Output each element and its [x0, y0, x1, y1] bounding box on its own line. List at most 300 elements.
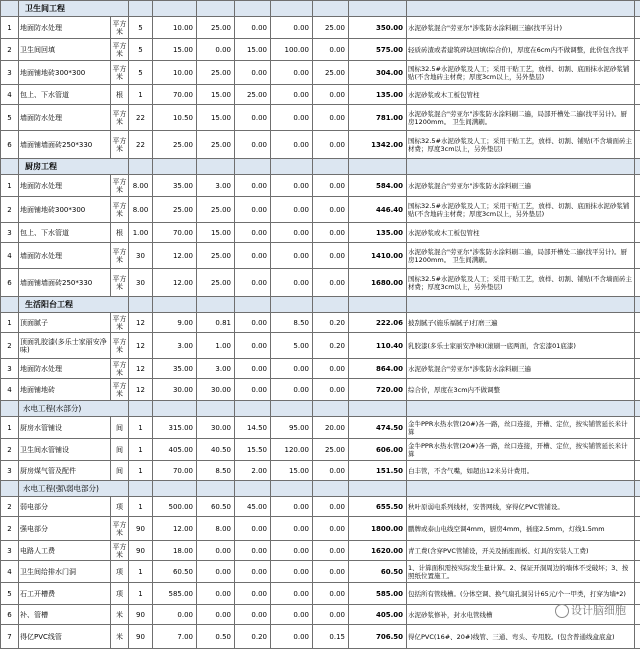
unit: 平方米 — [111, 39, 129, 61]
item-name: 顶面乳胶漆(多乐士家丽安净味) — [19, 333, 111, 359]
item-name: 地面防水处理 — [19, 359, 111, 379]
item-name: 厨房水管铺设 — [19, 417, 111, 439]
row-number: 2 — [1, 333, 19, 359]
row-number: 4 — [1, 85, 19, 105]
section-header — [1, 1, 640, 17]
table-row — [1, 85, 640, 105]
price-aux: 25.00 — [197, 243, 235, 269]
quantity: 12 — [129, 313, 153, 333]
item-name: 包上、下水管道 — [19, 85, 111, 105]
quantity: 1 — [129, 439, 153, 461]
price-aux: 15.00 — [197, 223, 235, 243]
table-row — [1, 243, 640, 269]
section-header-cell — [313, 1, 349, 17]
section-header — [1, 297, 640, 313]
price-loss: 0.00 — [235, 541, 271, 561]
row-description: 鹏牌或泰山电线空调4mm，厨房4mm，插座2.5mm，灯线1.5mm — [407, 517, 635, 541]
section-header-cell — [197, 401, 235, 417]
price-aux: 15.00 — [197, 85, 235, 105]
price-aux: 0.81 — [197, 313, 235, 333]
price-other: 0.00 — [313, 379, 349, 401]
row-description: 国标32.5#水泥砂浆及人工；采用干贴工艺，放样、切割、底面抹水泥砂浆铺贴(不含地砖主材费；厚度3cm以上，另外垫层) — [407, 197, 635, 223]
section-header-blank — [1, 401, 19, 417]
row-description: 白丰管，不含气嘴，如超出12米另计费用。 — [407, 461, 635, 481]
row-number: 2 — [1, 197, 19, 223]
table-row — [1, 359, 640, 379]
row-total: 864.00 — [349, 359, 407, 379]
table-row — [1, 269, 640, 297]
item-name: 墙面铺墙面砖250*330 — [19, 269, 111, 297]
item-name: 补、管槽 — [19, 605, 111, 625]
item-name: 地面铺地砖300*300 — [19, 61, 111, 85]
price-labor: 5.00 — [271, 333, 313, 359]
row-description: 披刮腻子(施乐福腻子)打磨三遍 — [407, 313, 635, 333]
price-other: 25.00 — [313, 17, 349, 39]
row-total: 1680.00 — [349, 269, 407, 297]
item-name: 地面防水处理 — [19, 175, 111, 197]
price-aux: 25.00 — [197, 17, 235, 39]
price-aux: 3.00 — [197, 175, 235, 197]
row-total: 720.00 — [349, 379, 407, 401]
price-loss: 0.00 — [235, 359, 271, 379]
unit: 平方米 — [111, 197, 129, 223]
item-name: 弱电部分 — [19, 497, 111, 517]
quantity: 22 — [129, 105, 153, 131]
price-main: 12.00 — [153, 269, 197, 297]
section-header-cell — [271, 159, 313, 175]
row-total: 706.50 — [349, 625, 407, 649]
price-main: 30.00 — [153, 379, 197, 401]
price-loss: 15.00 — [235, 39, 271, 61]
quantity: 5 — [129, 39, 153, 61]
price-aux: 0.00 — [197, 583, 235, 605]
section-title: 水电工程(强\弱电部分) — [19, 481, 129, 497]
row-total: 135.00 — [349, 85, 407, 105]
price-loss: 0.00 — [235, 175, 271, 197]
unit: 间 — [111, 439, 129, 461]
item-name: 卫生间回填 — [19, 39, 111, 61]
row-total: 110.40 — [349, 333, 407, 359]
price-other: 20.00 — [313, 417, 349, 439]
item-name: 墙面防水处理 — [19, 243, 111, 269]
row-description: 综合价，厚度在3cm内不做调整 — [407, 379, 635, 401]
section-header-cell — [235, 159, 271, 175]
unit: 平方米 — [111, 61, 129, 85]
section-header-cell — [153, 159, 197, 175]
unit: 米 — [111, 605, 129, 625]
price-labor: 100.00 — [271, 39, 313, 61]
section-header-cell — [271, 401, 313, 417]
price-main: 315.00 — [153, 417, 197, 439]
row-total: 584.00 — [349, 175, 407, 197]
quantity: 90 — [129, 605, 153, 625]
price-labor: 95.00 — [271, 417, 313, 439]
price-aux: 8.00 — [197, 517, 235, 541]
price-loss: 0.00 — [235, 131, 271, 159]
row-spacer — [635, 497, 640, 517]
table-row — [1, 61, 640, 85]
price-main: 10.00 — [153, 17, 197, 39]
row-description: 水泥砂浆混合"劳亚尔"涉浆防水涂料刷三遍 — [407, 175, 635, 197]
row-number: 3 — [1, 223, 19, 243]
item-name: 卫生间水管铺设 — [19, 439, 111, 461]
price-loss: 0.00 — [235, 517, 271, 541]
unit: 平方米 — [111, 269, 129, 297]
row-description: 金牛PPR水热水管(20#)各一路，丝口连接，开槽、定位，按实铺管延长米计算 — [407, 417, 635, 439]
price-labor: 0.00 — [271, 359, 313, 379]
price-other: 0.00 — [313, 605, 349, 625]
row-spacer — [635, 243, 640, 269]
row-number: 5 — [1, 583, 19, 605]
row-total: 135.00 — [349, 223, 407, 243]
section-header-cell — [349, 297, 407, 313]
row-description: 1、计算面积需按实际发生量计算。2、保证开洞周边的墙体不受破坏；3、按照纸位置施工。 — [407, 561, 635, 583]
section-header — [1, 401, 640, 417]
row-total: 1410.00 — [349, 243, 407, 269]
unit: 间 — [111, 461, 129, 481]
quantity: 30 — [129, 243, 153, 269]
price-main: 70.00 — [153, 85, 197, 105]
section-header-blank — [1, 297, 19, 313]
item-name: 墙面铺墙面砖250*330 — [19, 131, 111, 159]
table-row — [1, 131, 640, 159]
price-other: 0.00 — [313, 561, 349, 583]
price-aux: 25.00 — [197, 61, 235, 85]
section-header-cell — [153, 1, 197, 17]
unit: 根 — [111, 85, 129, 105]
section-header-cell — [407, 401, 635, 417]
row-number: 6 — [1, 269, 19, 297]
unit: 项 — [111, 583, 129, 605]
row-total: 151.50 — [349, 461, 407, 481]
row-spacer — [635, 131, 640, 159]
item-name: 石工开槽费 — [19, 583, 111, 605]
price-aux: 0.00 — [197, 605, 235, 625]
section-header-cell — [635, 1, 640, 17]
table-row — [1, 561, 640, 583]
price-labor: 0.00 — [271, 61, 313, 85]
price-aux: 0.00 — [197, 39, 235, 61]
price-main: 10.00 — [153, 61, 197, 85]
price-other: 0.00 — [313, 223, 349, 243]
row-number: 1 — [1, 17, 19, 39]
price-main: 25.00 — [153, 131, 197, 159]
row-total: 60.50 — [349, 561, 407, 583]
section-header-cell — [197, 481, 235, 497]
row-number: 6 — [1, 131, 19, 159]
unit: 米 — [111, 625, 129, 649]
row-spacer — [635, 39, 640, 61]
row-total: 1620.00 — [349, 541, 407, 561]
price-labor: 0.00 — [271, 175, 313, 197]
price-labor: 0.00 — [271, 269, 313, 297]
table-row — [1, 439, 640, 461]
section-header-cell — [635, 297, 640, 313]
price-other: 0.20 — [313, 313, 349, 333]
section-header-cell — [235, 401, 271, 417]
row-description: 水泥砂浆混合"劳亚尔"涉浆防水涂料刷三遍(找平另计) — [407, 17, 635, 39]
table-row — [1, 517, 640, 541]
section-header — [1, 481, 640, 497]
section-header-blank — [1, 481, 19, 497]
quantity: 90 — [129, 517, 153, 541]
price-other: 0.00 — [313, 105, 349, 131]
row-number: 4 — [1, 379, 19, 401]
quantity: 12 — [129, 333, 153, 359]
unit: 平方米 — [111, 379, 129, 401]
price-main: 9.00 — [153, 313, 197, 333]
price-labor: 0.00 — [271, 541, 313, 561]
price-other: 0.00 — [313, 517, 349, 541]
unit: 平方米 — [111, 243, 129, 269]
row-number: 2 — [1, 517, 19, 541]
row-spacer — [635, 417, 640, 439]
row-spacer — [635, 17, 640, 39]
row-description: 水泥砂浆混合"劳亚尔"涉浆防水涂料刷二遍，局部开槽处二遍(找平另计)。厨房1200mm。 卫生间满刷。 — [407, 243, 635, 269]
row-number: 1 — [1, 175, 19, 197]
section-header-cell — [635, 401, 640, 417]
row-number: 3 — [1, 61, 19, 85]
unit: 平方米 — [111, 313, 129, 333]
section-header-cell — [129, 401, 153, 417]
price-other: 0.00 — [313, 131, 349, 159]
section-title: 厨房工程 — [19, 159, 129, 175]
section-header-cell — [197, 297, 235, 313]
price-other: 0.15 — [313, 625, 349, 649]
item-name: 得亿PVC线管 — [19, 625, 111, 649]
watermark-text: 设计脑细胞 — [571, 604, 626, 617]
row-total: 585.00 — [349, 583, 407, 605]
row-spacer — [635, 517, 640, 541]
row-total: 446.40 — [349, 197, 407, 223]
price-loss: 14.50 — [235, 417, 271, 439]
row-total: 655.50 — [349, 497, 407, 517]
row-spacer — [635, 359, 640, 379]
section-header-cell — [313, 297, 349, 313]
table-row — [1, 313, 640, 333]
unit: 项 — [111, 561, 129, 583]
section-header-cell — [313, 401, 349, 417]
price-other: 0.00 — [313, 85, 349, 105]
row-number: 2 — [1, 39, 19, 61]
section-header-blank — [1, 159, 19, 175]
section-header-cell — [271, 1, 313, 17]
price-other: 25.00 — [313, 61, 349, 85]
row-spacer — [635, 61, 640, 85]
quantity: 1 — [129, 561, 153, 583]
row-description: 水泥砂浆或木工板包管柱 — [407, 223, 635, 243]
section-title: 水电工程(水部分) — [19, 401, 129, 417]
quantity: 90 — [129, 625, 153, 649]
row-description: 国标32.5#水泥砂浆及人工；采用干贴工艺，放样、切割、铺贴(不含墙面砖主材费；厚度3cm以上，另外垫层) — [407, 131, 635, 159]
row-spacer — [635, 197, 640, 223]
price-main: 60.50 — [153, 561, 197, 583]
price-other: 0.00 — [313, 243, 349, 269]
item-name: 包上、下水管道 — [19, 223, 111, 243]
price-main: 3.00 — [153, 333, 197, 359]
price-aux: 1.00 — [197, 333, 235, 359]
price-labor: 0.00 — [271, 131, 313, 159]
table-row — [1, 105, 640, 131]
price-main: 585.00 — [153, 583, 197, 605]
price-aux: 15.00 — [197, 105, 235, 131]
row-number: 2 — [1, 439, 19, 461]
price-other: 0.00 — [313, 175, 349, 197]
quantity: 8.00 — [129, 197, 153, 223]
table-row — [1, 605, 640, 625]
price-aux: 0.00 — [197, 541, 235, 561]
row-spacer — [635, 379, 640, 401]
section-header-cell — [153, 481, 197, 497]
section-header-cell — [271, 297, 313, 313]
row-number: 5 — [1, 105, 19, 131]
section-header-cell — [313, 159, 349, 175]
price-main: 70.00 — [153, 223, 197, 243]
row-spacer — [635, 333, 640, 359]
price-main: 405.00 — [153, 439, 197, 461]
price-other: 25.00 — [313, 439, 349, 461]
section-header-cell — [235, 1, 271, 17]
price-main: 18.00 — [153, 541, 197, 561]
price-loss: 0.00 — [235, 333, 271, 359]
price-loss: 0.00 — [235, 561, 271, 583]
section-header-cell — [407, 1, 635, 17]
section-header-cell — [407, 481, 635, 497]
table-row — [1, 541, 640, 561]
price-main: 12.00 — [153, 243, 197, 269]
table-row — [1, 223, 640, 243]
price-loss: 0.00 — [235, 197, 271, 223]
row-total: 474.50 — [349, 417, 407, 439]
row-description: 水泥砂浆或木工板包管柱 — [407, 85, 635, 105]
table-row — [1, 17, 640, 39]
row-number: 4 — [1, 561, 19, 583]
watermark — [555, 602, 626, 618]
quantity: 5 — [129, 17, 153, 39]
quantity: 8.00 — [129, 175, 153, 197]
price-loss: 15.50 — [235, 439, 271, 461]
price-main: 0.00 — [153, 605, 197, 625]
item-name: 厨房煤气管及配件 — [19, 461, 111, 481]
price-main: 70.00 — [153, 461, 197, 481]
price-loss: 0.00 — [235, 17, 271, 39]
quantity: 22 — [129, 131, 153, 159]
row-description: 水泥砂浆混合"劳亚尔"涉浆防水涂料刷三遍 — [407, 359, 635, 379]
row-spacer — [635, 561, 640, 583]
table-row — [1, 497, 640, 517]
price-other: 0.00 — [313, 39, 349, 61]
row-total: 575.00 — [349, 39, 407, 61]
price-main: 35.00 — [153, 175, 197, 197]
price-loss: 25.00 — [235, 85, 271, 105]
price-other: 0.00 — [313, 197, 349, 223]
table-row — [1, 39, 640, 61]
row-total: 1342.00 — [349, 131, 407, 159]
price-loss: 45.00 — [235, 497, 271, 517]
price-loss: 0.00 — [235, 313, 271, 333]
row-number: 6 — [1, 605, 19, 625]
price-main: 35.00 — [153, 359, 197, 379]
price-aux: 0.00 — [197, 561, 235, 583]
row-spacer — [635, 583, 640, 605]
price-other: 0.00 — [313, 497, 349, 517]
row-description: 金牛PPR水热水管(20#)各一路，丝口连接，开槽、定位，按实铺管延长米计算 — [407, 439, 635, 461]
unit: 间 — [111, 417, 129, 439]
price-loss: 0.00 — [235, 269, 271, 297]
price-labor: 0.00 — [271, 625, 313, 649]
table-row — [1, 417, 640, 439]
section-header-cell — [153, 401, 197, 417]
price-other: 0.00 — [313, 583, 349, 605]
row-total: 350.00 — [349, 17, 407, 39]
unit: 平方米 — [111, 541, 129, 561]
section-header-cell — [129, 297, 153, 313]
table-row — [1, 175, 640, 197]
quantity: 1.00 — [129, 223, 153, 243]
price-loss: 0.00 — [235, 61, 271, 85]
section-header-cell — [635, 481, 640, 497]
row-total: 222.06 — [349, 313, 407, 333]
price-loss: 2.00 — [235, 461, 271, 481]
price-aux: 0.50 — [197, 625, 235, 649]
price-labor: 15.00 — [271, 461, 313, 481]
wechat-icon — [555, 604, 569, 618]
item-name: 强电部分 — [19, 517, 111, 541]
section-header-cell — [153, 297, 197, 313]
row-description: 青工费(含穿PVC管铺设，开关及插座面板、灯具的安装人工费) — [407, 541, 635, 561]
price-loss: 0.00 — [235, 583, 271, 605]
row-description: 轻质砖渣或者建筑碎块回填(综合价)，厚度在6cm内不做调整，此价包含找平 — [407, 39, 635, 61]
row-spacer — [635, 105, 640, 131]
section-header-cell — [407, 159, 635, 175]
section-header-blank — [1, 1, 19, 17]
unit: 平方米 — [111, 333, 129, 359]
row-spacer — [635, 175, 640, 197]
price-main: 15.00 — [153, 39, 197, 61]
price-labor: 0.00 — [271, 17, 313, 39]
row-description: 得亿PVC(16#、20#)线管、三通、弯头、专用胶。(包含普通线盒底盒) — [407, 625, 635, 649]
quantity: 1 — [129, 461, 153, 481]
section-header-cell — [407, 297, 635, 313]
section-header-cell — [235, 297, 271, 313]
row-spacer — [635, 223, 640, 243]
row-spacer — [635, 625, 640, 649]
price-labor: 8.50 — [271, 313, 313, 333]
row-description: 水泥砂浆修补，封水电管线槽 — [407, 605, 635, 625]
section-header-cell — [635, 159, 640, 175]
unit: 项 — [111, 497, 129, 517]
quantity: 1 — [129, 85, 153, 105]
price-other: 0.00 — [313, 269, 349, 297]
section-header-cell — [349, 159, 407, 175]
item-name: 墙面防水处理 — [19, 105, 111, 131]
quantity: 12 — [129, 379, 153, 401]
row-total: 304.00 — [349, 61, 407, 85]
row-number: 3 — [1, 461, 19, 481]
row-description: 水泥砂浆混合"劳亚尔"涉浆防水涂料刷二遍，局部开槽处二遍(找平另计)。厨房1200mm。 卫生间满刷。 — [407, 105, 635, 131]
price-main: 500.00 — [153, 497, 197, 517]
table-row — [1, 197, 640, 223]
row-total: 781.00 — [349, 105, 407, 131]
row-total: 405.00 — [349, 605, 407, 625]
quantity: 90 — [129, 541, 153, 561]
price-aux: 30.00 — [197, 379, 235, 401]
quantity: 1 — [129, 417, 153, 439]
price-labor: 0.00 — [271, 583, 313, 605]
row-description: 秋叶原弱电系列线材，安普网线，穿得亿PVC管铺设。 — [407, 497, 635, 517]
price-loss: 0.00 — [235, 605, 271, 625]
row-total: 606.00 — [349, 439, 407, 461]
